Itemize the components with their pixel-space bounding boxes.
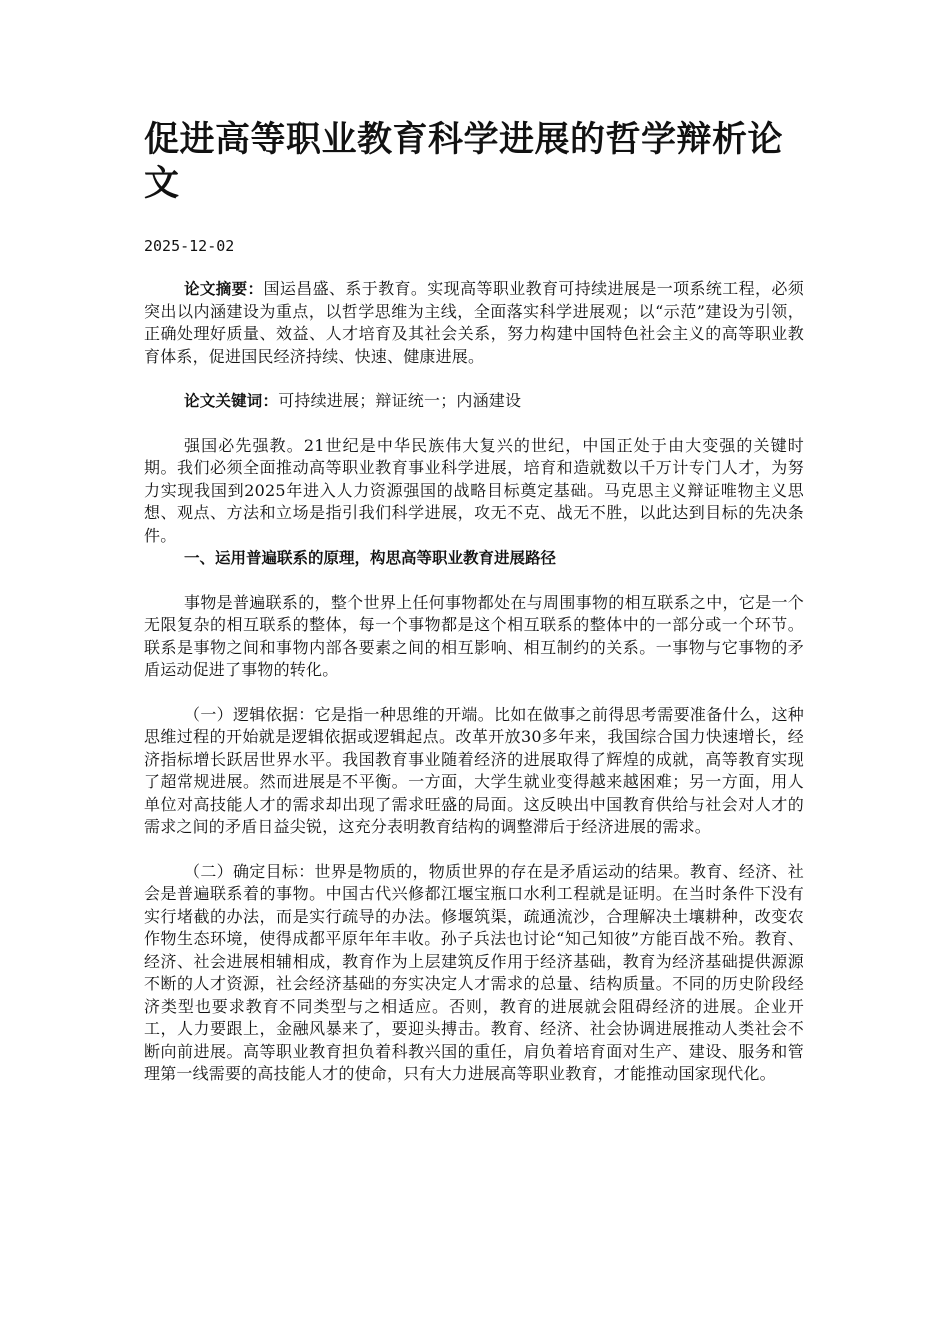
intro-paragraph: 强国必先强教。21世纪是中华民族伟大复兴的世纪，中国正处于由大变强的关键时期。我们必须全面推动高等职业教育事业科学进展，培育和造就数以千万计专门人才，为努力实现我国到2025年进入人力资源强国的战略目标奠定基础。马克思主义辩证唯物主义思想、观点、方法和立场是指引我们科学进展，攻无不克、战无不胜，以此达到目标的先决条件。: [144, 435, 804, 545]
section-paragraph: 事物是普遍联系的，整个世界上任何事物都处在与周围事物的相互联系之中，它是一个无限复杂的相互联系的整体，每一个事物都是这个相互联系的整体中的一部分或一个环节。联系是事物之间和事物内部各要素之间的相互影响、相互制约的关系。一事物与它事物的矛盾运动促进了事物的转化。: [144, 592, 804, 679]
keywords-text: 可持续进展；辩证统一；内涵建设: [278, 391, 522, 410]
document-date: 2025-12-02: [144, 237, 235, 255]
subsection-1-paragraph: （一）逻辑依据：它是指一种思维的开端。比如在做事之前得思考需要准备什么，这种思维过程的开始就是逻辑依据或逻辑起点。改革开放30多年来，我国综合国力快速增长，经济指标增长跃居世界水平。我国教育事业随着经济的进展取得了辉煌的成就，高等教育实现了超常规进展。然而进展是不平衡。一方面，大学生就业变得越来越困难；另一方面，用人单位对高技能人才的需求却出现了需求旺盛的局面。这反映出中国教育供给与社会对人才的需求之间的矛盾日益尖锐，这充分表明教育结构的调整滞后于经济进展的需求。: [144, 704, 804, 836]
abstract-paragraph: [144, 278, 804, 368]
keywords-paragraph: [144, 390, 804, 413]
subsection-2-paragraph: （二）确定目标：世界是物质的，物质世界的存在是矛盾运动的结果。教育、经济、社会是普遍联系着的事物。中国古代兴修都江堰宝瓶口水利工程就是证明。在当时条件下没有实行堵截的办法，而是实行疏导的办法。修堰筑渠，疏通流沙，合理解决土壤耕种，改变农作物生态环境，使得成都平原年年丰收。孙子兵法也讨论“知己知彼”方能百战不殆。教育、经济、社会进展相辅相成，教育作为上层建筑反作用于经济基础，教育为经济基础提供源源不断的人才资源，社会经济基础的夯实决定人才需求的总量、结构质量。不同的历史阶段经济类型也要求教育不同类型与之相适应。否则，教育的进展就会阻碍经济的进展。企业开工，人力要跟上，金融风暴来了，要迎头搏击。教育、经济、社会协调进展推动人类社会不断向前进展。高等职业教育担负着科教兴国的重任，肩负着培育面对生产、建设、服务和管理第一线需要的高技能人才的使命，只有大力进展高等职业教育，才能推动国家现代化。: [144, 861, 804, 1083]
section-heading: 一、运用普遍联系的原理，构思高等职业教育进展路径: [184, 549, 557, 567]
abstract-label: 论文摘要：: [184, 280, 264, 298]
abstract-text: 国运昌盛、系于教育。实现高等职业教育可持续进展是一项系统工程，必须突出以内涵建设为重点，以哲学思维为主线，全面落实科学进展观；以“示范”建设为引领，正确处理好质量、效益、人才培育及其社会关系，努力构建中国特色社会主义的高等职业教育体系，促进国民经济持续、快速、健康进展。: [144, 279, 804, 366]
keywords-label: 论文关键词：: [184, 392, 279, 410]
document-page: [144, 118, 804, 1086]
document-title: 促进高等职业教育科学进展的哲学辩析论文: [144, 119, 784, 204]
